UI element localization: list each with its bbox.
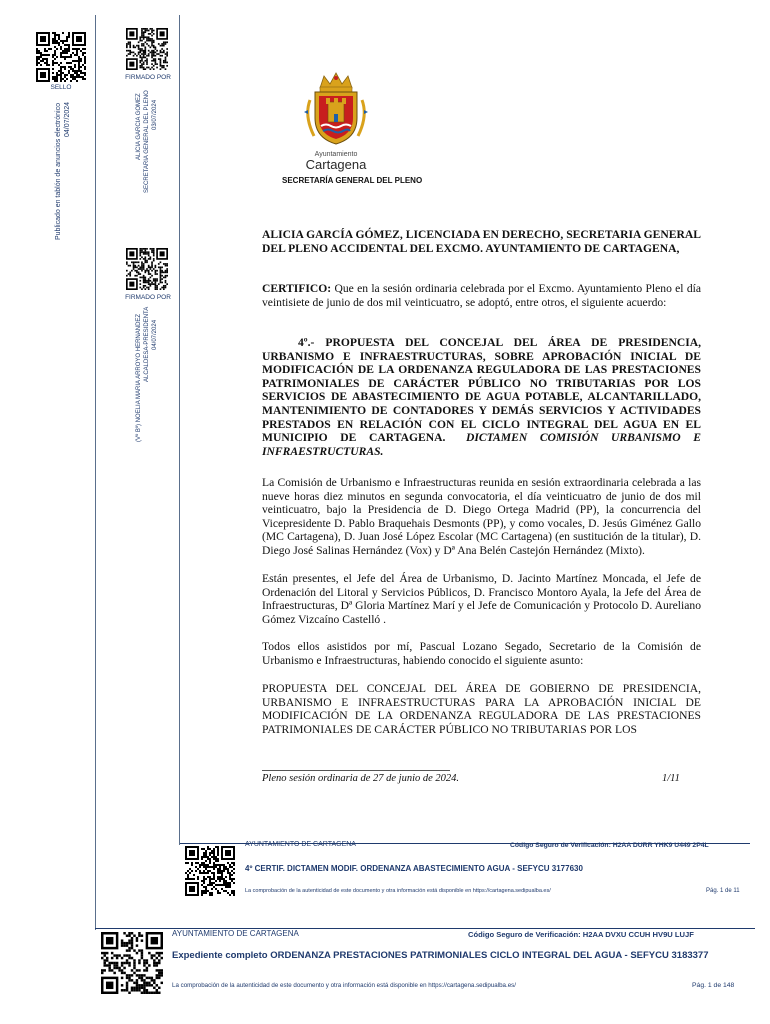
signature1-qr-code: [126, 28, 168, 70]
outer-footer-org: AYUNTAMIENTO DE CARTAGENA: [172, 929, 299, 938]
footnote-rule: [262, 770, 450, 771]
agenda-item-heading: [262, 336, 701, 458]
agenda-item-dictamen: DICTAMEN COMISIÓN URBANISMO E INFRAESTRUCTURAS.: [262, 431, 701, 458]
outer-footer-page: Pág. 1 de 148: [692, 982, 735, 989]
logo-subtitle: Ayuntamiento: [314, 151, 358, 158]
cartagena-logo: [298, 70, 374, 170]
page-number: 1/11: [662, 773, 680, 784]
outer-footer-title-main: ORDENANZA PRESTACIONES PATRIMONIALES CICLO INTEGRAL DEL AGUA - SEFYCU 3183377: [270, 950, 709, 961]
certifico-label: CERTIFICO:: [262, 282, 332, 295]
inner-footer-verify-text: La comprobación de la autenticidad de este documento y otra información está disponible en https://cartagena.sedipualba.es/: [245, 888, 551, 894]
signature2-name: (Vº Bº) NOELIA MARIA ARROYO HERNANDEZ: [136, 313, 142, 442]
attendees-paragraph: Están presentes, el Jefe del Área de Urbanismo, D. Jacinto Martínez Moncada, el Jefe de Ordenación del Litoral y Servicios Públicos, D. Francisco Montoro Ayala, la Jefe del Área de Infraestructuras, Dª Gloria Martínez Marí y el Jefe de Comunicación y Protocolo D. Aureliano Gómez Vizcaíno Castelló .: [262, 572, 701, 626]
document-title: ALICIA GARCÍA GÓMEZ, LICENCIADA EN DERECHO, SECRETARIA GENERAL DEL PLENO ACCIDENTAL DEL EXCMO. AYUNTAMIENTO DE CARTAGENA,: [262, 228, 701, 255]
signature1-label: FIRMADO POR: [125, 74, 171, 81]
sello-qr-code: [36, 32, 86, 82]
certifico-text: Que en la sesión ordinaria celebrada por el Excmo. Ayuntamiento Pleno el día veintisiete de junio de dos mil veinticuatro, se adoptó, entre otros, el siguiente acuerdo:: [262, 282, 701, 309]
margin-divider-1: [95, 15, 96, 930]
outer-footer-title-prefix: Expediente completo: [172, 950, 268, 961]
sello-date: 04/07/2024: [64, 101, 71, 137]
outer-footer-csv: Código Seguro de Verificación: H2AA DVXU CCUH HV9U LUJF: [468, 930, 694, 939]
signature2-role: ALCALDESA-PRESIDENTA: [144, 306, 150, 382]
outer-footer-verify-text: La comprobación de la autenticidad de este documento y otra información está disponible en https://cartagena.sedipualba.es/: [172, 982, 516, 989]
inner-footer-csv: Código Seguro de Verificación: H2AA DURR YHK9 U449 2P4L: [510, 842, 709, 849]
commission-paragraph: La Comisión de Urbanismo e Infraestructuras reunida en sesión extraordinaria celebrada a las nueve horas diez minutos en segunda convocatoria, el día veinticuatro de junio de dos mil veinticuatro, bajo la Presidencia de D. Diego Ortega Madrid (PP), la concurrencia del Vicepresidente D. Pablo Braquehais Desmonts (PP), y como vocales, D. Jesús Giménez Gallo (MC Cartagena), D. Juan José López Escolar (MC Cartagena) (en sustitución de la titular), D. Diego José Salinas Hernández (Vox) y Dª Ana Belén Castejón Hernández (Mixto).: [262, 476, 701, 557]
outer-footer-title: [172, 950, 747, 962]
sello-label: SELLO: [50, 84, 72, 91]
signature2-date: 04/07/2024: [152, 319, 158, 350]
signature1-role: SECRETARIA GENERAL DEL PLENO: [144, 90, 150, 193]
inner-footer-org: AYUNTAMIENTO DE CARTAGENA: [245, 841, 356, 848]
inner-footer-title: 4º CERTIF. DICTAMEN MODIF. ORDENANZA ABASTECIMIENTO AGUA - SEFYCU 3177630: [245, 864, 583, 873]
secretary-paragraph: Todos ellos asistidos por mí, Pascual Lozano Segado, Secretario de la Comisión de Urbanismo e Infraestructuras, habiendo conocido el siguiente asunto:: [262, 640, 701, 667]
session-footnote: Pleno sesión ordinaria de 27 de junio de 2024.: [262, 773, 460, 784]
signature2-qr-code: [126, 248, 168, 290]
margin-divider-2: [179, 15, 180, 845]
logo-title: Cartagena: [305, 157, 367, 172]
agenda-item-text: 4º.- PROPUESTA DEL CONCEJAL DEL ÁREA DE PRESIDENCIA, URBANISMO E INFRAESTRUCTURAS, SOBRE APROBACIÓN INICIAL DE MODIFICACIÓN DE LA ORDENANZA REGULADORA DE LAS PRESTACIONES PATRIMONIALES DE CARÁCTER PÚBLICO NO TRIBUTARIAS POR LOS SERVICIOS DE ABASTECIMIENTO DE AGUA POTABLE, ALCANTARILLADO, MANTENIMIENTO DE CONTADORES Y DEMÁS SERVICIOS Y ACTIVIDADES PRESTADOS EN RELACIÓN CON EL CICLO INTEGRAL DEL AGUA EN EL MUNICIPIO DE CARTAGENA.: [262, 336, 701, 445]
city-crest-icon: [298, 70, 374, 148]
signature1-name: ALICIA GARCIA GOMEZ: [136, 93, 142, 160]
outer-footer-qr-code: [100, 932, 164, 994]
certifico-paragraph: [262, 282, 701, 309]
signature1-date: 03/07/2024: [152, 99, 158, 130]
signature2-label: FIRMADO POR: [125, 294, 171, 301]
proposal-paragraph: PROPUESTA DEL CONCEJAL DEL ÁREA DE GOBIERNO DE PRESIDENCIA, URBANISMO E INFRAESTRUCTURAS PARA LA APROBACIÓN INICIAL DE MODIFICACIÓN DE LA ORDENANZA REGULADORA DE LAS PRESTACIONES PATRIMONIALES DE CARÁCTER PÚBLICO NO TRIBUTARIAS POR LOS: [262, 682, 701, 736]
inner-footer-qr-code: [183, 846, 237, 896]
department-heading: SECRETARÍA GENERAL DEL PLENO: [282, 176, 423, 185]
inner-footer-page: Pág. 1 de 11: [706, 888, 740, 894]
sello-published-text: Publicado en tablón de anuncios electrónico: [55, 103, 62, 240]
